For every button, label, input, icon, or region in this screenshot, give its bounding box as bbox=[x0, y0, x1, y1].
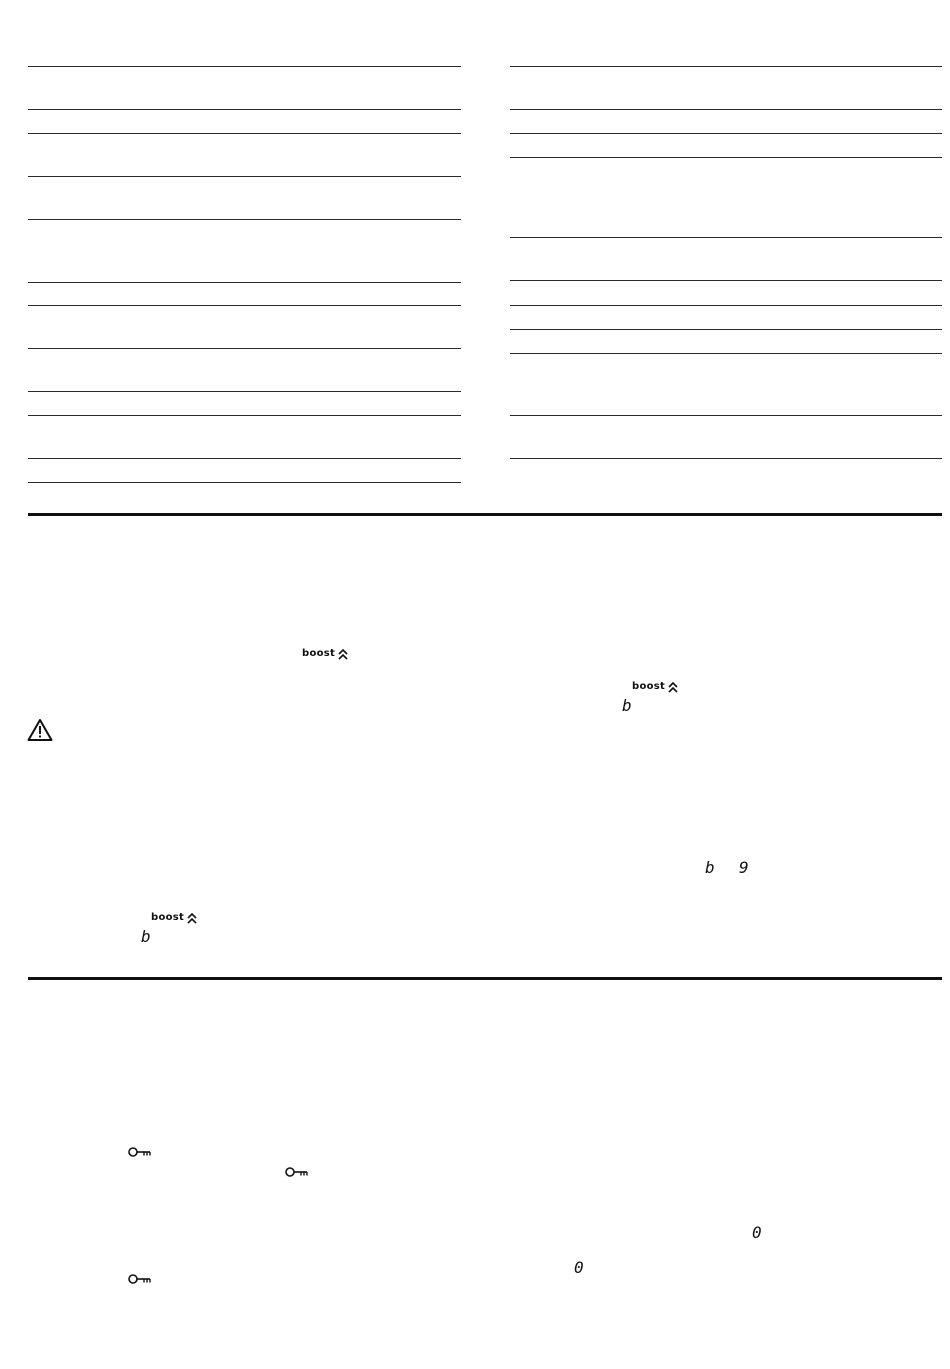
boost-symbol bbox=[632, 681, 678, 693]
left-table-rule bbox=[28, 176, 461, 177]
boost-label: boost bbox=[151, 912, 185, 923]
boost-symbol bbox=[151, 912, 197, 924]
left-table-rule bbox=[28, 391, 461, 392]
right-table-rule bbox=[510, 157, 942, 158]
boost-label: boost bbox=[302, 648, 336, 659]
double-chevron-up-icon bbox=[187, 912, 197, 924]
left-table-rule bbox=[28, 305, 461, 306]
section-divider bbox=[28, 513, 942, 516]
double-chevron-up-icon bbox=[338, 648, 348, 660]
right-table-rule bbox=[510, 133, 942, 134]
boost-label: boost bbox=[632, 681, 666, 692]
left-table-rule bbox=[28, 348, 461, 349]
display-symbol-b: b bbox=[705, 858, 715, 877]
key-icon bbox=[128, 1273, 152, 1285]
display-symbol-b: b bbox=[141, 927, 151, 946]
right-table-rule bbox=[510, 329, 942, 330]
section-divider bbox=[28, 977, 942, 980]
left-table-rule bbox=[28, 133, 461, 134]
display-symbol-0: 0 bbox=[752, 1223, 762, 1242]
left-table-rule bbox=[28, 66, 461, 67]
display-symbol-9: 9 bbox=[739, 858, 749, 877]
left-table-rule bbox=[28, 458, 461, 459]
key-icon bbox=[128, 1146, 152, 1158]
double-chevron-up-icon bbox=[668, 681, 678, 693]
key-icon bbox=[285, 1166, 309, 1178]
left-table-rule bbox=[28, 219, 461, 220]
left-table-rule bbox=[28, 109, 461, 110]
warning-triangle-icon bbox=[27, 718, 53, 742]
right-table-rule bbox=[510, 353, 942, 354]
right-table-rule bbox=[510, 237, 942, 238]
right-table-rule bbox=[510, 305, 942, 306]
right-table-rule bbox=[510, 458, 942, 459]
right-table-rule bbox=[510, 109, 942, 110]
boost-symbol bbox=[302, 648, 348, 660]
display-symbol-0: 0 bbox=[574, 1258, 584, 1277]
right-table-rule bbox=[510, 280, 942, 281]
left-table-rule bbox=[28, 415, 461, 416]
left-table-rule bbox=[28, 282, 461, 283]
display-symbol-b: b bbox=[622, 696, 632, 715]
right-table-rule bbox=[510, 415, 942, 416]
left-table-rule bbox=[28, 482, 461, 483]
right-table-rule bbox=[510, 66, 942, 67]
